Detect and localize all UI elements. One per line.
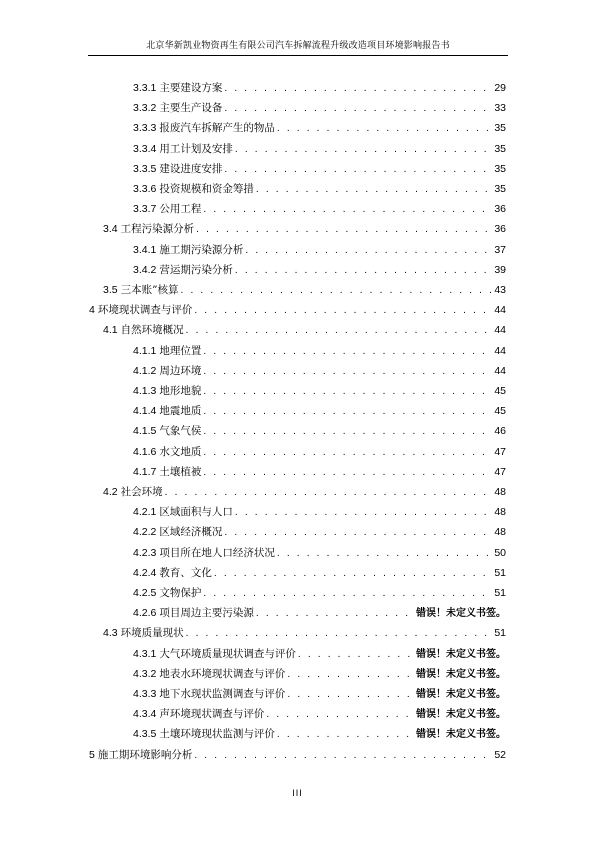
toc-entry[interactable] [133,361,506,381]
toc-entry-page: 48 [494,506,506,519]
toc-entry[interactable] [133,401,506,421]
toc-leader-dots [224,99,492,119]
toc-entry-page: 37 [494,243,506,256]
toc-entry-page: 36 [494,223,506,236]
toc-leader-dots [277,725,414,745]
toc-entry-title: 区域面积与人口 [159,506,233,519]
toc-entry-page: 47 [494,445,506,458]
toc-entry[interactable] [133,179,506,199]
toc-entry-page: 44 [494,364,506,377]
toc-entry-number: 4.1.4 [133,405,157,418]
toc-leader-dots [298,645,414,665]
toc-entry[interactable] [133,159,506,179]
toc-entry-number: 4.1 [103,324,118,337]
toc-entry-page: 51 [494,627,506,640]
toc-entry-title: 气象气侯 [159,425,202,438]
toc-entry[interactable] [133,341,506,361]
toc-entry[interactable] [133,78,506,98]
toc-entry[interactable] [103,482,506,502]
toc-entry-number: 4.1.1 [133,344,157,357]
toc-leader-dots [235,503,492,523]
toc-entry-error: 错误！未定义书签。 [416,608,506,620]
toc-entry-page: 48 [494,526,506,539]
toc-leader-dots [224,523,492,543]
toc-entry-page: 48 [494,486,506,498]
toc-leader-dots [256,180,492,200]
toc-entry[interactable] [133,442,506,462]
toc-entry-title: 文物保护 [159,587,202,599]
toc-entry-number: 4.2.1 [133,506,157,519]
toc-entry-page: 50 [494,546,506,559]
toc-entry-title: 土壤环境现状监测与评价 [159,728,275,741]
toc-leader-dots [194,746,492,766]
toc-entry-number: 4.3.1 [133,647,157,660]
toc-entry-title: 大气环境质量现状调查与评价 [159,647,296,660]
toc-entry-page: 51 [494,587,506,599]
toc-leader-dots [203,584,492,604]
toc-entry-title: 教育、文化 [159,566,212,579]
toc-entry-page: 39 [494,263,506,276]
toc-entry-number: 3.3.3 [133,122,157,135]
toc-entry-number: 4.2 [103,486,118,498]
toc-leader-dots [266,705,414,725]
toc-entry-title: 地表水环境现状调查与评价 [159,667,286,680]
toc-entry-number: 4.3 [103,627,118,640]
toc-entry-page: 52 [494,748,506,761]
toc-entry-page: 47 [494,465,506,478]
toc-entry-page: 44 [494,344,506,357]
toc-entry[interactable] [133,462,506,482]
toc-entry-page: 36 [494,203,506,216]
toc-entry-number: 4.1.2 [133,364,157,377]
toc-leader-dots [203,342,492,362]
toc-entry[interactable] [133,260,506,280]
toc-entry-page: 33 [494,102,506,115]
toc-entry[interactable] [89,300,506,320]
header-rule [88,55,508,56]
toc-entry-title: 环境现状调查与评价 [97,304,193,317]
toc-leader-dots [235,261,492,281]
toc-entry[interactable] [103,320,506,340]
toc-entry-number: 4.3.3 [133,688,157,700]
toc-entry-error: 错误！未定义书签。 [416,709,506,721]
toc-entry[interactable] [133,522,506,542]
toc-entry-page: 45 [494,385,506,397]
toc-entry-title: 地震地质 [159,405,202,418]
toc-leader-dots [224,79,492,99]
toc-entry[interactable] [133,199,506,219]
toc-entry-title: 地理位置 [159,344,202,357]
toc-leader-dots [203,362,492,382]
toc-leader-dots [245,241,492,261]
toc-entry-number: 3.4.1 [133,243,157,256]
toc-leader-dots [203,443,492,463]
toc-entry-number: 4.3.4 [133,708,157,721]
toc-leader-dots [256,604,414,624]
toc-leader-dots [277,119,492,139]
toc-entry-page: 44 [494,324,506,337]
toc-leader-dots [196,220,492,240]
toc-entry-title: 社会环境 [120,486,163,498]
toc-entry-title: 施工期环境影响分析 [97,748,193,761]
toc-entry-title: 周边环境 [159,364,202,377]
toc-leader-dots [214,564,492,584]
toc-entry-title: 地下水现状监测调查与评价 [159,688,286,700]
toc-entry-title: 施工期污染源分析 [159,243,244,256]
toc-leader-dots [287,685,414,705]
toc-entry-title: 主要建设方案 [159,82,223,94]
toc-entry[interactable] [133,704,506,724]
toc-entry-title: 土壤植被 [159,465,202,478]
toc-entry-title: 建设进度安排 [159,162,223,175]
toc-entry-error: 错误！未定义书签。 [416,668,506,680]
toc-leader-dots [180,281,492,301]
toc-entry-number: 3.3.1 [133,82,157,94]
toc-entry-number: 4.1.7 [133,465,157,478]
toc-leader-dots [165,483,493,503]
toc-entry-page: 43 [494,284,506,296]
toc-entry-title: 项目所在地人口经济状况 [159,546,275,559]
toc-entry-error: 错误！未定义书签。 [416,729,506,741]
toc-entry-number: 4.2.4 [133,566,157,579]
toc-entry-title: 地形地貌 [159,385,202,397]
toc-entry-title: 自然环境概况 [120,324,184,337]
toc-entry-title: 用工计划及安排 [159,142,233,155]
toc-entry-error: 错误！未定义书签。 [416,648,506,660]
toc-leader-dots [203,402,492,422]
toc-entry[interactable] [133,98,506,118]
toc-entry-number: 3.3.2 [133,102,157,115]
toc-entry-page: 29 [494,82,506,94]
toc-entry-number: 3.4.2 [133,263,157,276]
toc-leader-dots [235,140,492,160]
toc-entry-number: 4.3.5 [133,728,157,741]
toc-entry[interactable] [133,118,506,138]
toc-entry-title: 投资规模和资金筹措 [159,183,254,195]
toc-leader-dots [203,200,492,220]
toc-entry-number: 3.3.6 [133,183,157,195]
toc-entry[interactable] [133,421,506,441]
toc-entry[interactable] [133,240,506,260]
toc-entry-page: 35 [494,122,506,135]
toc-entry-title: 三本账”核算 [120,284,179,296]
toc-entry-number: 3.5 [103,284,118,296]
toc-entry-number: 3.3.4 [133,142,157,155]
toc-entry-page: 35 [494,142,506,155]
toc-leader-dots [186,624,493,644]
toc-entry[interactable] [133,583,506,603]
toc-entry-page: 35 [494,183,506,195]
toc-entry[interactable] [103,623,506,643]
toc-entry-page: 45 [494,405,506,418]
toc-entry[interactable] [133,563,506,583]
toc-entry[interactable] [133,664,506,684]
toc-entry-title: 公用工程 [159,203,202,216]
toc-entry-number: 3.4 [103,223,118,236]
toc-entry-page: 46 [494,425,506,438]
toc-entry-number: 4.1.5 [133,425,157,438]
toc-leader-dots [186,321,493,341]
toc-entry-title: 主要生产设备 [159,102,223,115]
toc-leader-dots [277,544,492,564]
toc-entry[interactable] [133,502,506,522]
toc-entry-title: 水文地质 [159,445,202,458]
toc-entry[interactable] [133,139,506,159]
toc-entry-page: 51 [494,566,506,579]
toc-entry-title: 声环境现状调查与评价 [159,708,265,721]
toc-entry-number: 4.2.3 [133,546,157,559]
toc-entry-title: 项目周边主要污染源 [159,607,254,620]
toc-entry-page: 44 [494,304,506,317]
toc-entry-title: 工程污染源分析 [120,223,195,236]
toc-entry-title: 营运期污染分析 [159,263,233,276]
toc-entry-title: 报废汽车拆解产生的物品 [159,122,275,135]
toc-entry-page: 35 [494,162,506,175]
toc-leader-dots [203,382,492,402]
toc-entry-title: 区域经济概况 [159,526,223,539]
toc-entry-number: 4.2.6 [133,607,157,620]
toc-leader-dots [224,160,492,180]
toc-leader-dots [194,301,492,321]
toc-entry[interactable] [133,684,506,704]
document-header: 北京华新凯业物资再生有限公司汽车拆解流程升级改造项目环境影响报告书 [146,41,450,51]
toc-entry-number: 3.3.7 [133,203,157,216]
toc-entry[interactable] [133,543,506,563]
toc-entry-number: 4.3.2 [133,667,157,680]
toc-entry-number: 4 [89,304,95,317]
toc-entry-number: 4.1.3 [133,385,157,397]
toc-leader-dots [287,665,414,685]
toc-entry-number: 4.2.5 [133,587,157,599]
toc-entry[interactable] [103,219,506,239]
toc-entry-number: 3.3.5 [133,162,157,175]
toc-leader-dots [203,422,492,442]
toc-entry-number: 4.2.2 [133,526,157,539]
toc-entry-number: 4.1.6 [133,445,157,458]
toc-entry[interactable] [133,724,506,744]
page-number: III [292,788,303,798]
toc-entry[interactable] [103,280,506,300]
toc-entry[interactable] [89,745,506,765]
toc-entry-error: 错误！未定义书签。 [416,689,506,700]
toc-entry[interactable] [133,644,506,664]
toc-leader-dots [203,463,492,483]
toc-entry[interactable] [133,381,506,401]
toc-entry-number: 5 [89,748,95,761]
toc-entry[interactable] [133,603,506,623]
toc-entry-title: 环境质量现状 [120,627,184,640]
